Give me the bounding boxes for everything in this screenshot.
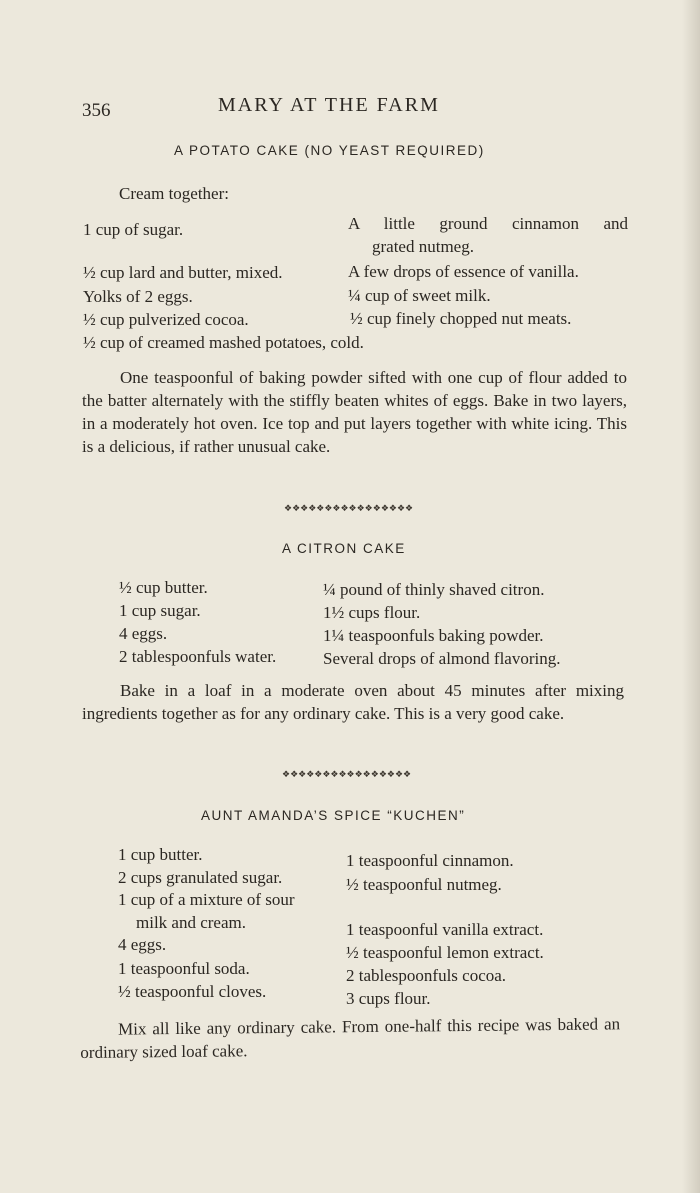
ingredient-right: ½ teaspoonful nutmeg.	[346, 875, 502, 894]
ingredient-right: 1¼ teaspoonfuls baking powder.	[323, 626, 544, 645]
ingredient-left: 1 cup butter.	[118, 845, 203, 864]
recipe-title-citron-cake: A CITRON CAKE	[282, 541, 406, 556]
recipe-directions	[82, 679, 624, 725]
recipe-title-potato-cake: A POTATO CAKE (NO YEAST REQUIRED)	[174, 143, 485, 158]
ingredient-left: ½ cup butter.	[119, 578, 208, 597]
ingredient-right: 1 teaspoonful vanilla extract.	[346, 920, 544, 939]
recipe-title-spice-kuchen: AUNT AMANDA’S SPICE “KUCHEN”	[201, 808, 466, 823]
ingredient-right: ½ cup finely chopped nut meats.	[350, 309, 572, 328]
running-head: MARY AT THE FARM	[218, 94, 440, 116]
ingredient-right: 3 cups flour.	[346, 989, 431, 1008]
ingredient-right: ½ teaspoonful lemon extract.	[346, 943, 544, 962]
directions-text: Bake in a loaf in a moderate oven about 45 minutes after mixing ingredients together as for any ordinary cake. This is a very good cake.	[82, 681, 624, 723]
ornament-divider: ❖❖❖❖❖❖❖❖❖❖❖❖❖❖❖❖	[284, 503, 414, 513]
ingredient-right: grated nutmeg.	[372, 237, 474, 256]
ingredient-left: 2 cups granulated sugar.	[118, 868, 283, 887]
ingredient-left: 4 eggs.	[119, 624, 168, 643]
directions-text: Mix all like any ordinary cake. From one-half this recipe was baked an ordinary sized loaf cake.	[80, 1014, 621, 1062]
ingredient-left: 1 cup of sugar.	[83, 220, 184, 239]
directions-text: One teaspoonful of baking powder sifted with one cup of flour added to the batter alternately with the stiffly beaten whites of eggs. Bake in two layers, in a moderately hot oven. Ice top and put layers together with white icing. This is a delicious, if rather unusual cake.	[82, 368, 627, 456]
ingredient-right: 1½ cups flour.	[323, 603, 421, 622]
ingredient-left: ½ teaspoonful cloves.	[118, 982, 267, 1001]
page-number: 356	[82, 100, 111, 121]
ornament-divider: ❖❖❖❖❖❖❖❖❖❖❖❖❖❖❖❖	[282, 769, 412, 779]
page-edge-shadow	[682, 0, 700, 1193]
recipe-intro: Cream together:	[119, 184, 229, 203]
ingredient-right: A little ground cinnamon and	[348, 214, 628, 233]
ingredient-left: 1 teaspoonful soda.	[118, 959, 250, 978]
ingredient-left: 2 tablespoonfuls water.	[119, 647, 277, 666]
ingredient-left: ½ cup lard and butter, mixed.	[83, 263, 283, 282]
ingredient-left: milk and cream.	[136, 913, 246, 932]
ingredient-right: 1 teaspoonful cinnamon.	[346, 851, 514, 870]
ingredient-right: ¼ cup of sweet milk.	[348, 286, 491, 305]
ingredient-left: ½ cup pulverized cocoa.	[83, 310, 249, 329]
ingredient-left: ½ cup of creamed mashed potatoes, cold.	[83, 333, 364, 352]
recipe-directions	[80, 1012, 620, 1064]
ingredient-right: A few drops of essence of vanilla.	[348, 262, 579, 281]
ingredient-left: Yolks of 2 eggs.	[83, 287, 193, 306]
recipe-directions	[82, 366, 627, 458]
ingredient-left: 1 cup sugar.	[119, 601, 201, 620]
ingredient-right: 2 tablespoonfuls cocoa.	[346, 966, 507, 985]
ingredient-left: 1 cup of a mixture of sour	[118, 890, 295, 909]
ingredient-right: ¼ pound of thinly shaved citron.	[323, 580, 545, 599]
ingredient-left: 4 eggs.	[118, 935, 167, 954]
ingredient-right: Several drops of almond flavoring.	[323, 649, 561, 668]
